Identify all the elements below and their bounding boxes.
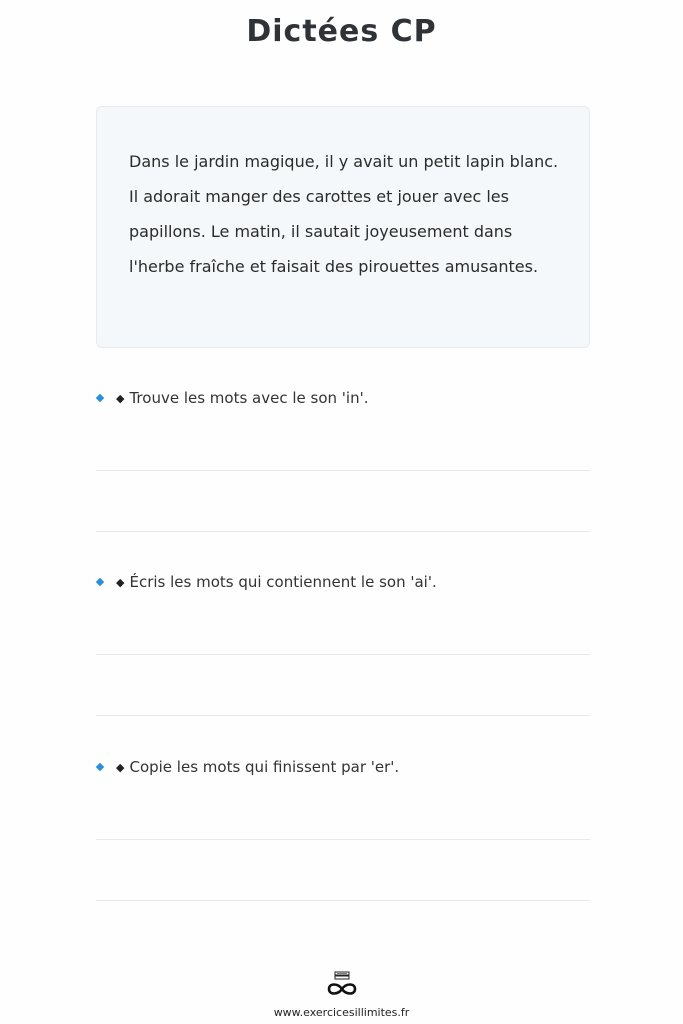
answer-line[interactable] bbox=[96, 715, 590, 716]
question-text: Copie les mots qui finissent par 'er'. bbox=[129, 758, 400, 776]
question-text: Trouve les mots avec le son 'in'. bbox=[129, 389, 369, 407]
footer-url[interactable]: www.exercicesillimites.fr bbox=[273, 1006, 410, 1019]
bullet-diamond-icon bbox=[96, 394, 104, 402]
exercise-2 bbox=[96, 569, 590, 729]
page-title: Dictées CP bbox=[246, 14, 437, 49]
bullet-diamond-icon bbox=[96, 578, 104, 586]
bullet-diamond-icon bbox=[96, 763, 104, 771]
exercise-question bbox=[96, 754, 399, 780]
answer-line[interactable] bbox=[96, 839, 590, 840]
question-text: Écris les mots qui contiennent le son 'ai'. bbox=[129, 573, 437, 591]
dictation-text-box bbox=[96, 106, 590, 348]
exercise-question bbox=[96, 385, 369, 411]
dictation-text: Dans le jardin magique, il y avait un petit lapin blanc. Il adorait manger des carottes et jouer avec les papillons. Le matin, il sautait joyeusement dans l'herbe fraîche et faisait des pirouettes amusantes. bbox=[129, 152, 559, 276]
answer-line[interactable] bbox=[96, 900, 590, 901]
answer-line[interactable] bbox=[96, 531, 590, 532]
answer-line[interactable] bbox=[96, 470, 590, 471]
exercise-3 bbox=[96, 754, 590, 914]
exercise-question bbox=[96, 569, 437, 595]
infinity-book-logo-icon bbox=[326, 970, 358, 998]
question-marker: ◆ bbox=[116, 760, 125, 774]
question-marker: ◆ bbox=[116, 391, 125, 405]
question-marker: ◆ bbox=[116, 575, 125, 589]
exercise-1 bbox=[96, 385, 590, 545]
answer-line[interactable] bbox=[96, 654, 590, 655]
